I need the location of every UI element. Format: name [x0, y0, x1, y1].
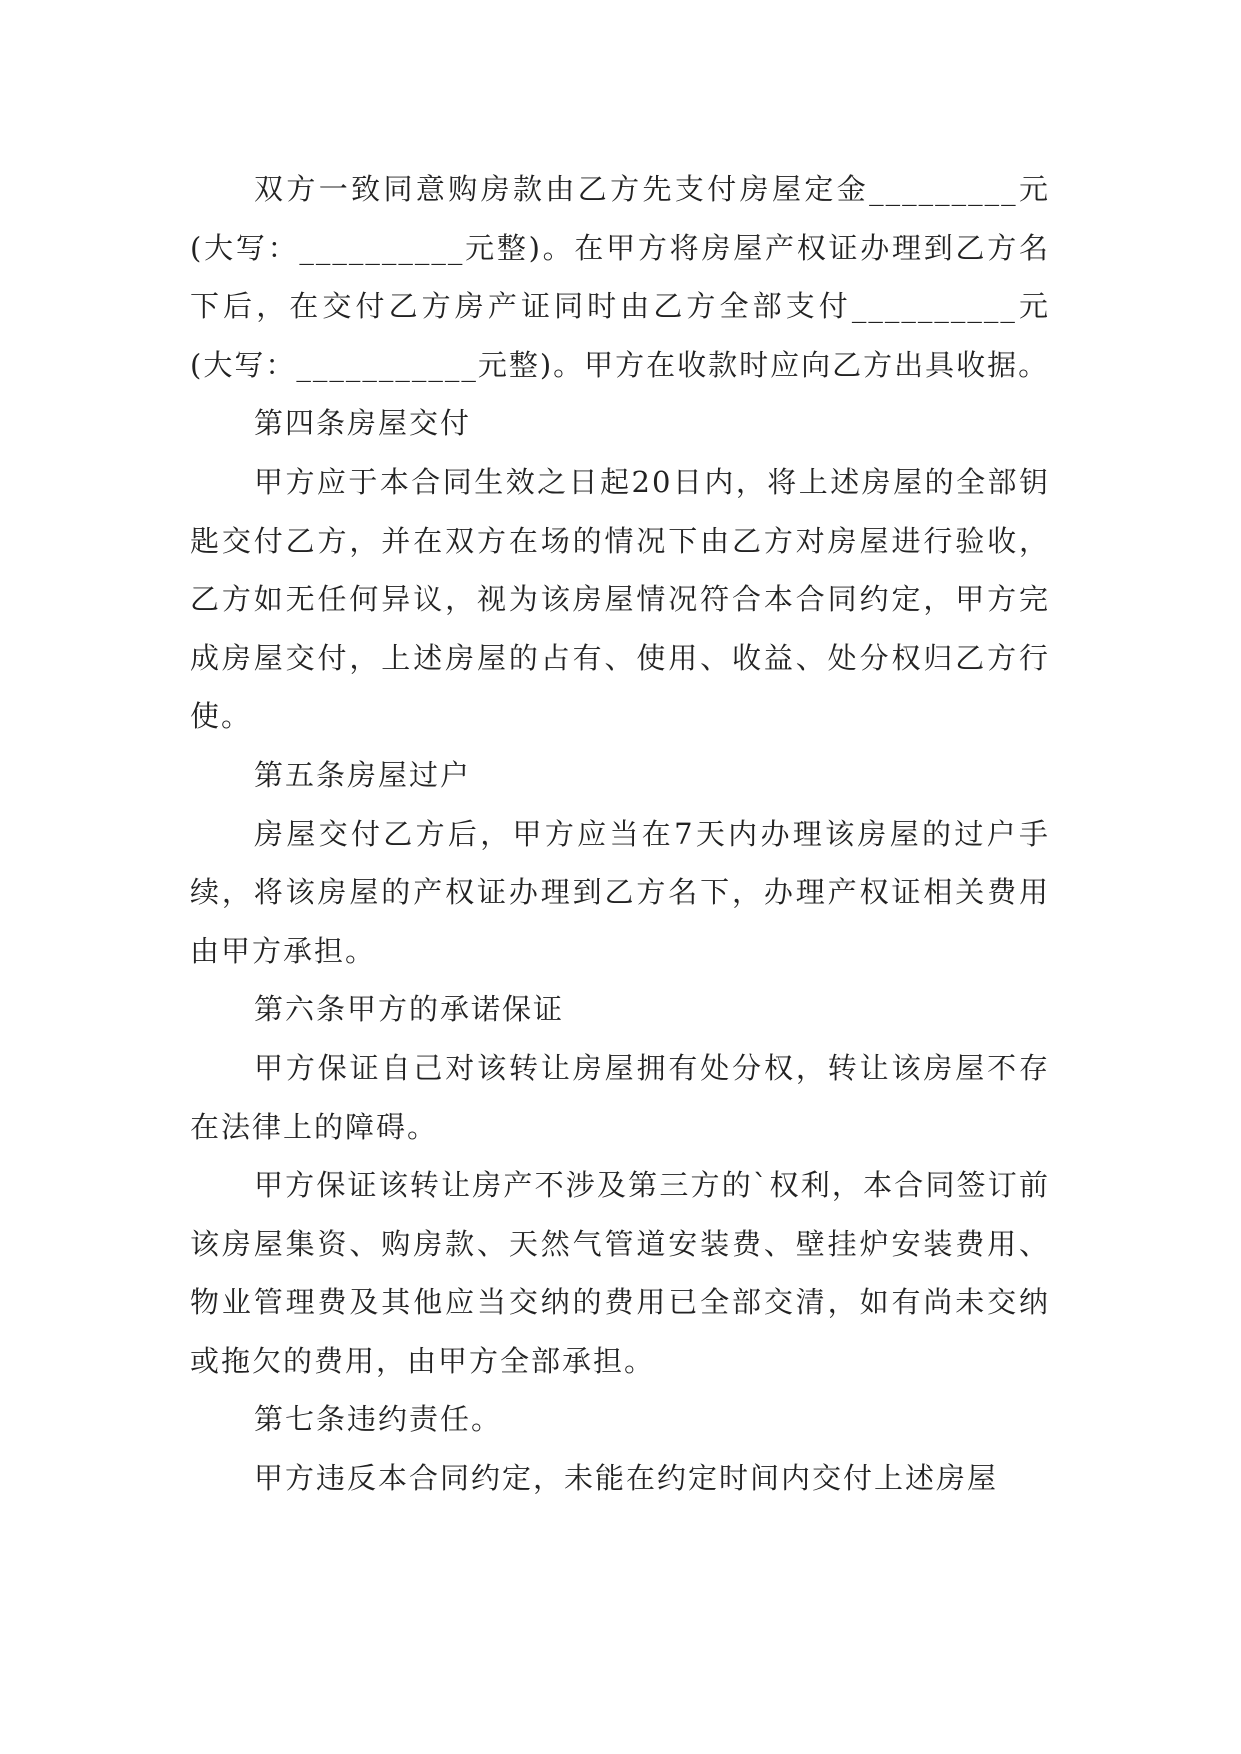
paragraph-disposal-right: 甲方保证自己对该转让房屋拥有处分权，转让该房屋不存在法律上的障碍。 — [190, 1050, 1050, 1144]
paragraph-breach-liability: 甲方违反本合同约定，未能在约定时间内交付上述房屋 — [254, 1461, 999, 1496]
document-body — [190, 160, 1050, 1508]
paragraph-payment-terms: 双方一致同意购房款由乙方先支付房屋定金_________元(大写：__________元整)。在甲方将房屋产权证办理到乙方名下后，在交付乙方房产证同时由乙方全部支付__________元(大写：___________元整)。甲方在收款时应向乙方出具收据。 — [190, 172, 1050, 382]
paragraph-no-third-party-rights: 甲方保证该转让房产不涉及第三方的`权利，本合同签订前该房屋集资、购房款、天然气管道安装费、壁挂炉安装费用、物业管理费及其他应当交纳的费用已全部交清，如有尚未交纳或拖欠的费用，由甲方全部承担。 — [190, 1168, 1050, 1378]
paragraph-ownership-transfer: 房屋交付乙方后，甲方应当在7天内办理该房屋的过户手续，将该房屋的产权证办理到乙方名下，办理产权证相关费用由甲方承担。 — [190, 816, 1050, 968]
heading-article-7: 第七条违约责任。 — [254, 1402, 503, 1437]
heading-article-4: 第四条房屋交付 — [254, 406, 472, 441]
heading-article-5: 第五条房屋过户 — [254, 757, 472, 792]
paragraph-house-delivery: 甲方应于本合同生效之日起20日内，将上述房屋的全部钥匙交付乙方，并在双方在场的情况下由乙方对房屋进行验收，乙方如无任何异议，视为该房屋情况符合本合同约定，甲方完成房屋交付，上述房屋的占有、使用、收益、处分权归乙方行使。 — [190, 464, 1050, 734]
heading-article-6: 第六条甲方的承诺保证 — [254, 992, 565, 1027]
